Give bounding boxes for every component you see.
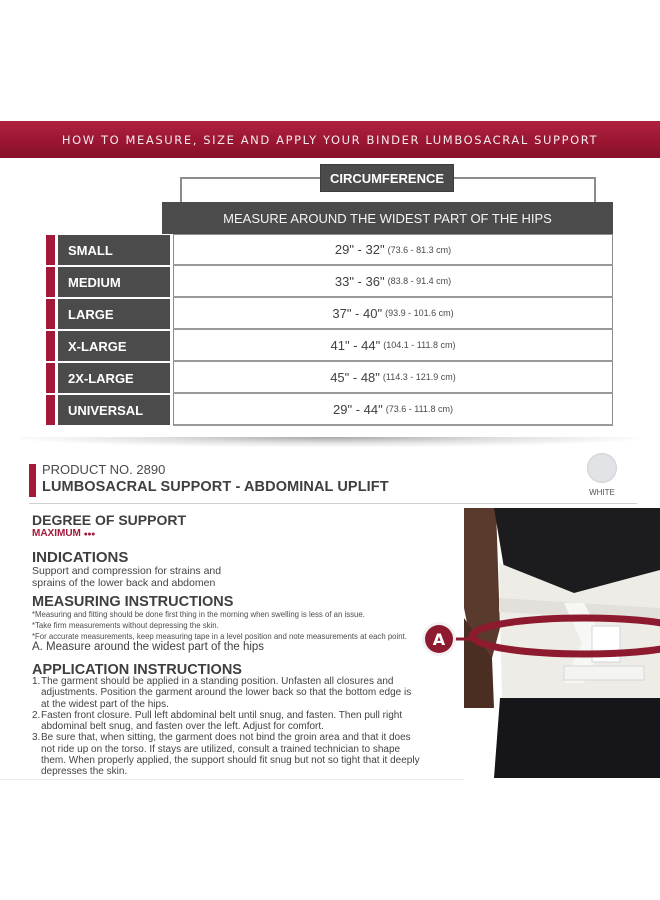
indications-title: INDICATIONS (32, 549, 129, 566)
inch-range: 37" - 40" (332, 305, 383, 321)
indications-line: Support and compression for strains and (32, 565, 222, 577)
list-item (32, 732, 422, 777)
size-label: SMALL (58, 235, 170, 265)
list-item (32, 710, 422, 733)
table-row (46, 234, 613, 266)
step-number: 3. (32, 732, 41, 744)
row-accent (46, 395, 55, 425)
size-range (173, 394, 613, 426)
measuring-title: MEASURING INSTRUCTIONS (32, 594, 234, 610)
section-shadow-divider (20, 437, 640, 447)
product-name: LUMBOSACRAL SUPPORT - ABDOMINAL UPLIFT (42, 479, 389, 495)
size-label: UNIVERSAL (58, 395, 170, 425)
indications-line: sprains of the lower back and abdomen (32, 577, 216, 589)
measuring-note: *For accurate measurements, keep measuring tape in a level position and note measurements at each point. (32, 632, 407, 641)
cm-range: (114.3 - 121.9 cm) (382, 372, 456, 382)
size-range (173, 234, 613, 266)
row-accent (46, 235, 55, 265)
row-accent (46, 299, 55, 329)
marker-a-icon (420, 620, 480, 660)
svg-text:A: A (432, 630, 446, 649)
measuring-notes (32, 609, 407, 642)
cm-range: (73.6 - 81.3 cm) (387, 244, 452, 255)
cm-range: (93.9 - 101.6 cm) (385, 308, 454, 318)
size-range (173, 330, 613, 362)
support-level-text: MAXIMUM (32, 528, 81, 539)
row-accent (46, 267, 55, 297)
application-steps (32, 676, 422, 778)
product-divider (29, 503, 637, 504)
indications-text (32, 565, 221, 589)
table-row (46, 298, 613, 330)
inch-range: 41" - 44" (330, 337, 381, 353)
color-swatch-white (587, 453, 617, 483)
row-accent (46, 331, 55, 361)
cm-range: (104.1 - 111.8 cm) (383, 340, 456, 350)
size-label: 2X-LARGE (58, 363, 170, 393)
table-row (46, 330, 613, 362)
support-level (32, 528, 95, 539)
step-text: The garment should be applied in a standing position. Unfasten all closures and adjustments. Position the garment around the lower back so that the bottom edge is at the widest part of the hips. (41, 676, 412, 710)
banner-title: HOW TO MEASURE, SIZE AND APPLY YOUR BINDER LUMBOSACRAL SUPPORT (61, 132, 599, 147)
step-number: 1. (32, 676, 41, 687)
table-row (46, 394, 613, 426)
product-photo (464, 508, 660, 778)
size-label: LARGE (58, 299, 170, 329)
row-accent (46, 363, 55, 393)
size-range (173, 266, 613, 298)
size-table-header: MEASURE AROUND THE WIDEST PART OF THE HIPS (162, 202, 613, 234)
torso-illustration (464, 508, 660, 778)
step-text: Be sure that, when sitting, the garment does not bind the groin area and that it does not ride up on the torso. If stays are utilized, consult a trained technician to shape them. When properly applied, the support should fit snug but not so tight that it deeply depresses the skin. (41, 732, 420, 778)
table-row (46, 362, 613, 394)
bottom-divider (0, 779, 464, 780)
size-label: MEDIUM (58, 267, 170, 297)
measuring-step-a: A. Measure around the widest part of the hips (32, 641, 265, 653)
step-number: 2. (32, 709, 41, 721)
circumference-label: CIRCUMFERENCE (320, 164, 454, 192)
degree-of-support-title: DEGREE OF SUPPORT (32, 512, 187, 528)
size-range (173, 362, 613, 394)
cm-range: (83.8 - 91.4 cm) (387, 276, 452, 286)
size-table (46, 234, 613, 426)
inch-range: 29" - 44" (333, 401, 383, 417)
list-item (32, 676, 422, 710)
header-banner (0, 121, 660, 158)
inch-range: 33" - 36" (334, 273, 385, 289)
size-range (173, 298, 613, 330)
cm-range: (73.6 - 111.8 cm) (385, 404, 453, 414)
table-row (46, 266, 613, 298)
product-accent-bar (29, 464, 36, 497)
application-title: APPLICATION INSTRUCTIONS (32, 662, 242, 678)
inch-range: 45" - 48" (330, 369, 380, 385)
size-label: X-LARGE (58, 331, 170, 361)
color-swatch-label: WHITE (589, 488, 615, 497)
measuring-note: *Take firm measurements without depressing the skin. (32, 621, 219, 630)
support-dots-icon: ●●● (83, 531, 95, 538)
measuring-note: *Measuring and fitting should be done first thing in the morning when swelling is less of an issue. (32, 610, 365, 619)
inch-range: 29" - 32" (334, 242, 385, 257)
step-text: Fasten front closure. Pull left abdominal belt until snug, and fasten. Then pull right abdominal belt snug, and fasten over the left. Adjust for comfort. (41, 709, 403, 733)
product-number: PRODUCT NO. 2890 (42, 462, 166, 477)
